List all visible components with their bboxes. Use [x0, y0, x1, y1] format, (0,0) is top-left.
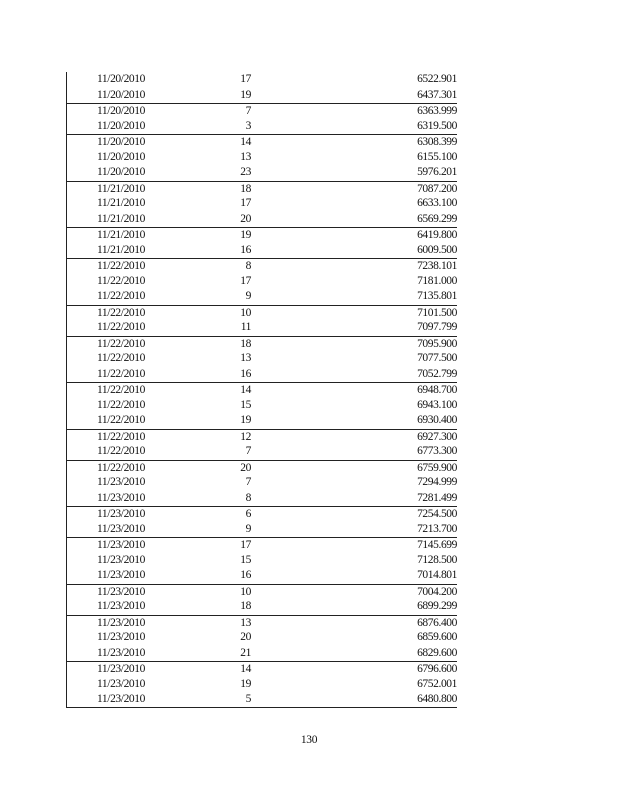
date-cell: 11/22/2010 [97, 445, 145, 457]
value-cell: 6948.700 [417, 384, 457, 396]
hour-cell: 19 [240, 414, 251, 426]
hour-cell: 23 [240, 166, 251, 178]
value-cell: 6009.500 [417, 243, 457, 256]
value-cell: 7254.500 [417, 508, 457, 520]
hour-cell: 14 [240, 663, 251, 675]
date-cell: 11/20/2010 [97, 136, 145, 148]
table-row [67, 289, 457, 305]
value-cell: 7145.699 [417, 539, 457, 551]
data-table [66, 72, 457, 708]
date-cell: 11/23/2010 [97, 693, 145, 705]
page-number: 130 [300, 734, 318, 746]
date-cell: 11/20/2010 [97, 150, 145, 163]
table-row [67, 119, 457, 135]
value-cell: 7213.700 [417, 522, 457, 535]
date-cell: 11/23/2010 [97, 553, 145, 566]
hour-cell: 9 [245, 522, 251, 535]
date-cell: 11/22/2010 [97, 274, 145, 287]
table-row [67, 630, 457, 646]
date-cell: 11/23/2010 [97, 616, 145, 629]
value-cell: 6773.300 [417, 445, 457, 457]
value-cell: 6829.600 [417, 646, 457, 659]
table-row [67, 506, 457, 522]
table-row [67, 320, 457, 336]
table-row [67, 677, 457, 693]
date-cell: 11/20/2010 [97, 73, 145, 85]
date-cell: 11/22/2010 [97, 461, 145, 474]
value-cell: 6633.100 [417, 197, 457, 209]
value-cell: 6876.400 [417, 616, 457, 629]
table-row [67, 181, 457, 197]
date-cell: 11/22/2010 [97, 337, 145, 350]
hour-cell: 17 [240, 73, 251, 85]
table-row [67, 460, 457, 476]
hour-cell: 14 [240, 384, 251, 396]
table-row [67, 227, 457, 243]
hour-cell: 6 [245, 508, 251, 520]
value-cell: 6796.600 [417, 663, 457, 675]
value-cell: 6927.300 [417, 430, 457, 443]
hour-cell: 8 [245, 491, 251, 504]
hour-cell: 18 [240, 337, 251, 350]
hour-cell: 10 [240, 585, 251, 598]
date-cell: 11/20/2010 [97, 88, 145, 101]
value-cell: 6480.800 [417, 693, 457, 705]
value-cell: 7077.500 [417, 352, 457, 364]
date-cell: 11/21/2010 [97, 197, 145, 209]
value-cell: 6363.999 [417, 105, 457, 117]
hour-cell: 20 [240, 461, 251, 474]
value-cell: 6155.100 [417, 150, 457, 163]
value-cell: 7004.200 [417, 585, 457, 598]
date-cell: 11/23/2010 [97, 677, 145, 690]
value-cell: 7294.999 [417, 476, 457, 488]
value-cell: 6522.901 [417, 73, 457, 85]
date-cell: 11/21/2010 [97, 229, 145, 241]
hour-cell: 12 [240, 430, 251, 443]
value-cell: 7014.801 [417, 569, 457, 581]
date-cell: 11/20/2010 [97, 105, 145, 117]
table-row [67, 367, 457, 383]
hour-cell: 5 [245, 693, 251, 705]
hour-cell: 17 [240, 197, 251, 209]
date-cell: 11/23/2010 [97, 491, 145, 504]
table-row [67, 692, 457, 708]
value-cell: 7052.799 [417, 367, 457, 380]
table-row [67, 646, 457, 662]
table-row [67, 522, 457, 538]
table-row [67, 88, 457, 104]
value-cell: 7087.200 [417, 182, 457, 195]
value-cell: 7281.499 [417, 491, 457, 504]
table-row [67, 243, 457, 259]
hour-cell: 13 [240, 352, 251, 364]
date-cell: 11/21/2010 [97, 243, 145, 256]
table-row [67, 103, 457, 119]
date-cell: 11/23/2010 [97, 585, 145, 598]
value-cell: 7097.799 [417, 321, 457, 333]
hour-cell: 15 [240, 398, 251, 411]
hour-cell: 10 [240, 306, 251, 319]
value-cell: 6437.301 [417, 88, 457, 101]
table-row [67, 165, 457, 181]
table-row [67, 398, 457, 414]
hour-cell: 8 [245, 260, 251, 272]
date-cell: 11/22/2010 [97, 367, 145, 380]
value-cell: 6569.299 [417, 212, 457, 225]
date-cell: 11/23/2010 [97, 663, 145, 675]
hour-cell: 18 [240, 182, 251, 195]
date-cell: 11/21/2010 [97, 182, 145, 195]
table-row [67, 212, 457, 228]
hour-cell: 3 [245, 119, 251, 132]
value-cell: 6759.900 [417, 461, 457, 474]
hour-cell: 19 [240, 677, 251, 690]
table-row [67, 305, 457, 321]
table-row [67, 351, 457, 367]
value-cell: 7238.101 [417, 260, 457, 272]
date-cell: 11/23/2010 [97, 631, 145, 643]
date-cell: 11/23/2010 [97, 569, 145, 581]
date-cell: 11/23/2010 [97, 600, 145, 612]
table-row [67, 491, 457, 507]
date-cell: 11/22/2010 [97, 321, 145, 333]
date-cell: 11/23/2010 [97, 539, 145, 551]
value-cell: 7135.801 [417, 290, 457, 302]
hour-cell: 19 [240, 88, 251, 101]
date-cell: 11/23/2010 [97, 476, 145, 488]
value-cell: 6899.299 [417, 600, 457, 612]
hour-cell: 14 [240, 136, 251, 148]
hour-cell: 17 [240, 539, 251, 551]
hour-cell: 20 [240, 631, 251, 643]
hour-cell: 9 [245, 290, 251, 302]
table-row [67, 382, 457, 398]
value-cell: 6943.100 [417, 398, 457, 411]
hour-cell: 13 [240, 616, 251, 629]
date-cell: 11/23/2010 [97, 508, 145, 520]
date-cell: 11/20/2010 [97, 119, 145, 132]
table-row [67, 72, 457, 88]
table-row [67, 615, 457, 631]
hour-cell: 21 [240, 646, 251, 659]
table-row [67, 584, 457, 600]
table-row [67, 196, 457, 212]
hour-cell: 7 [245, 105, 251, 117]
date-cell: 11/22/2010 [97, 260, 145, 272]
table-row [67, 553, 457, 569]
table-row [67, 599, 457, 615]
date-cell: 11/21/2010 [97, 212, 145, 225]
table-row [67, 475, 457, 491]
date-cell: 11/20/2010 [97, 166, 145, 178]
hour-cell: 18 [240, 600, 251, 612]
table-row [67, 537, 457, 553]
date-cell: 11/22/2010 [97, 306, 145, 319]
date-cell: 11/22/2010 [97, 430, 145, 443]
table-row [67, 134, 457, 150]
hour-cell: 19 [240, 229, 251, 241]
value-cell: 6930.400 [417, 414, 457, 426]
hour-cell: 16 [240, 367, 251, 380]
hour-cell: 16 [240, 243, 251, 256]
table-row [67, 274, 457, 290]
hour-cell: 11 [240, 321, 251, 333]
hour-cell: 7 [245, 445, 251, 457]
hour-cell: 15 [240, 553, 251, 566]
date-cell: 11/22/2010 [97, 384, 145, 396]
value-cell: 6752.001 [417, 677, 457, 690]
value-cell: 5976.201 [417, 166, 457, 178]
table-row [67, 444, 457, 460]
date-cell: 11/22/2010 [97, 398, 145, 411]
hour-cell: 13 [240, 150, 251, 163]
value-cell: 6859.600 [417, 631, 457, 643]
value-cell: 7181.000 [417, 274, 457, 287]
hour-cell: 20 [240, 212, 251, 225]
hour-cell: 16 [240, 569, 251, 581]
value-cell: 7101.500 [417, 306, 457, 319]
table-row [67, 413, 457, 429]
hour-cell: 17 [240, 274, 251, 287]
value-cell: 6308.399 [417, 136, 457, 148]
date-cell: 11/23/2010 [97, 646, 145, 659]
date-cell: 11/22/2010 [97, 352, 145, 364]
table-row [67, 336, 457, 352]
value-cell: 6319.500 [417, 119, 457, 132]
table-row [67, 661, 457, 677]
value-cell: 6419.800 [417, 229, 457, 241]
table-row [67, 150, 457, 166]
hour-cell: 7 [245, 476, 251, 488]
date-cell: 11/23/2010 [97, 522, 145, 535]
value-cell: 7128.500 [417, 553, 457, 566]
date-cell: 11/22/2010 [97, 290, 145, 302]
table-row [67, 568, 457, 584]
value-cell: 7095.900 [417, 337, 457, 350]
table-row [67, 258, 457, 274]
date-cell: 11/22/2010 [97, 414, 145, 426]
table-row [67, 429, 457, 445]
